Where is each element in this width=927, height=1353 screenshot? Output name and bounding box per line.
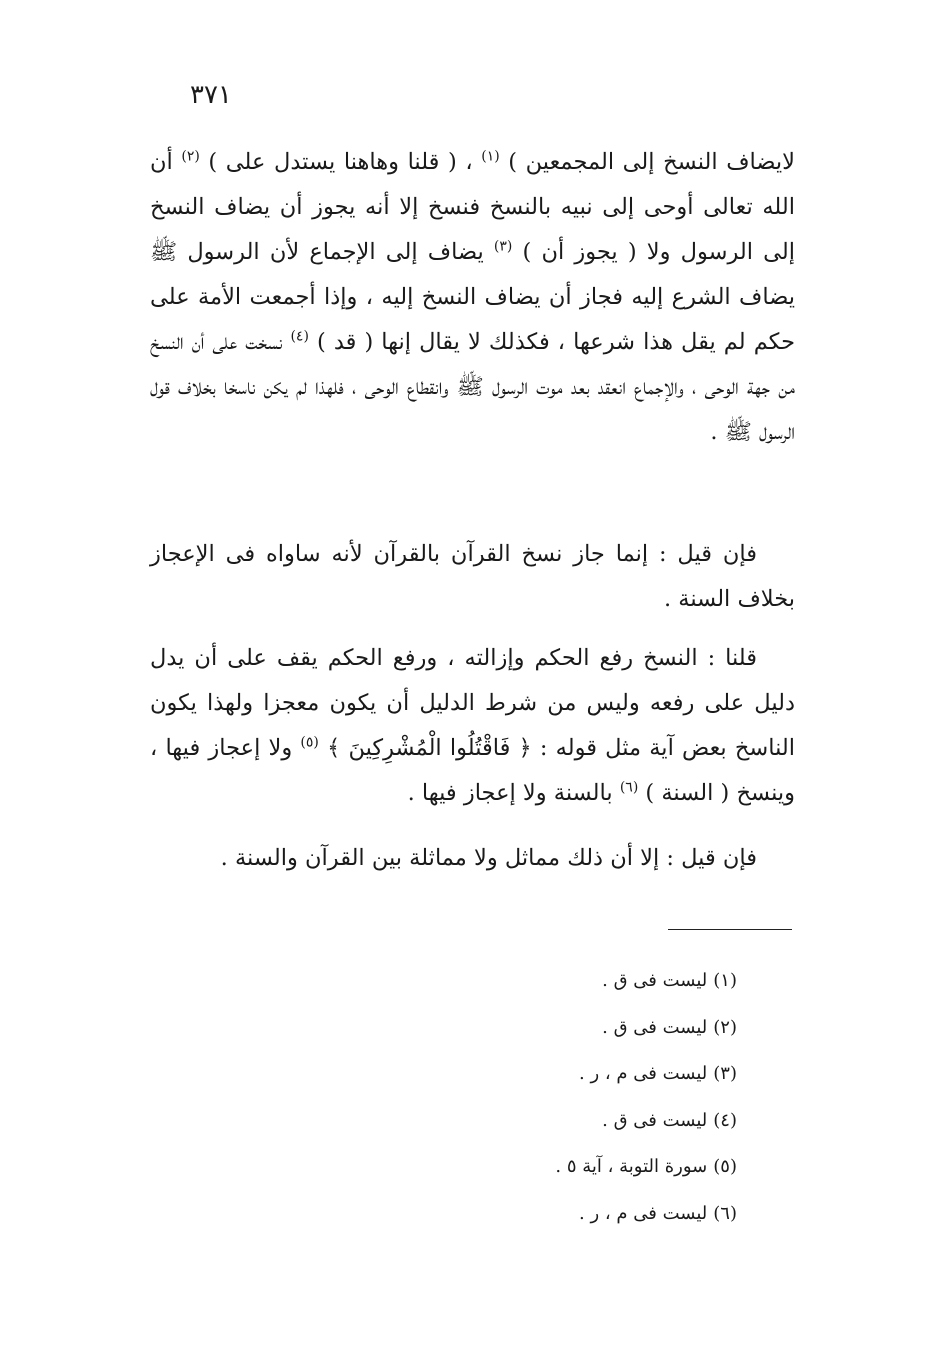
paragraph-text [150, 636, 795, 816]
text-run: بالسنة ولا إعجاز فيها . [407, 780, 620, 806]
footnote-reference: (٥) [300, 734, 319, 751]
footnote-text: ليست فى ق . [602, 970, 708, 991]
text-run: نسخت على أن النسخ من جهة الوحى ، والإجماع انعقد بعد موت الرسول ﷺ وانقطاع الوحى ، فلهذا لم يكن ناسخا بخلاف قول الرسول ﷺ . [150, 329, 795, 445]
paragraph-text [150, 532, 795, 622]
footnote-item [337, 1191, 737, 1238]
text-run: فإن قيل : إنما جاز نسخ القرآن بالقرآن لأنه ساواه فى الإعجاز بخلاف السنة . [150, 541, 795, 612]
footnote-number: (٦) [713, 1202, 737, 1224]
paragraph-text [150, 140, 795, 455]
footnote-text: ليست فى م ، ر . [579, 1063, 708, 1084]
text-run: قلنا : النسخ رفع الحكم وإزالته ، ورفع الحكم يقف على أن يدل دليل على رفعه وليس من شرط الدليل أن يكون معجزا ولهذا يكون الناسخ بعض آية مثل قوله : ﴿ فَاقْتُلُوا الْمُشْرِكِينَ ﴾ [150, 645, 796, 761]
footnote-divider [668, 929, 792, 930]
text-run: أن الله تعالى أوحى إلى نبيه بالنسخ فنسخ إلا أنه يجوز أن يضاف النسخ إلى الرسول ولا ( يجوز أن ) [150, 149, 795, 265]
footnote-text: ليست فى م ، ر . [579, 1202, 708, 1224]
page-number: ٣٧١ [190, 80, 232, 110]
footnote-reference: (١) [481, 148, 500, 165]
text-run: يضاف إلى الإجماع لأن الرسول ﷺ يضاف الشرع إليه فجاز أن يضاف النسخ إليه ، وإذا أجمعت الأمة على حكم لم يقل هذا شرعها ، فكذلك لا يقال إنها ( قد ) [150, 239, 795, 355]
paragraph [150, 636, 795, 816]
footnote-text: سورة التوبة ، آية ٥ . [555, 1156, 708, 1177]
footnote-number: (١) [713, 970, 737, 991]
text-run: ، ( قلنا وهاهنا يستدل على ) [199, 149, 482, 175]
footnote-item [337, 1051, 737, 1098]
footnote-reference: (٢) [181, 148, 200, 165]
footnote-item [337, 1005, 737, 1052]
paragraph [150, 836, 795, 881]
footnote-text: ليست فى ق . [602, 1109, 708, 1131]
footnote-text: ليست فى ق . [602, 1016, 708, 1038]
footnote-item [337, 958, 737, 1005]
paragraph [150, 532, 795, 622]
footnote-number: (٤) [713, 1109, 737, 1131]
footnote-item [337, 1144, 737, 1191]
text-run: فإن قيل : إلا أن ذلك مماثل ولا مماثلة بين القرآن والسنة . [220, 845, 757, 871]
footnote-reference: (٤) [290, 328, 309, 345]
footnote-reference: (٣) [493, 238, 513, 255]
footnote-number: (٣) [713, 1063, 737, 1084]
footnote-reference: (٦) [619, 779, 639, 796]
footnotes-list [337, 958, 737, 1237]
text-run: ولا إعجاز فيها ، وينسخ ( السنة ) [150, 735, 795, 806]
footnote-item [337, 1098, 737, 1145]
footnote-number: (٢) [713, 1016, 737, 1038]
text-run: لايضاف النسخ إلى المجمعين ) [499, 149, 795, 175]
paragraph [150, 140, 795, 455]
paragraph-text [150, 836, 795, 881]
footnote-number: (٥) [713, 1156, 737, 1177]
